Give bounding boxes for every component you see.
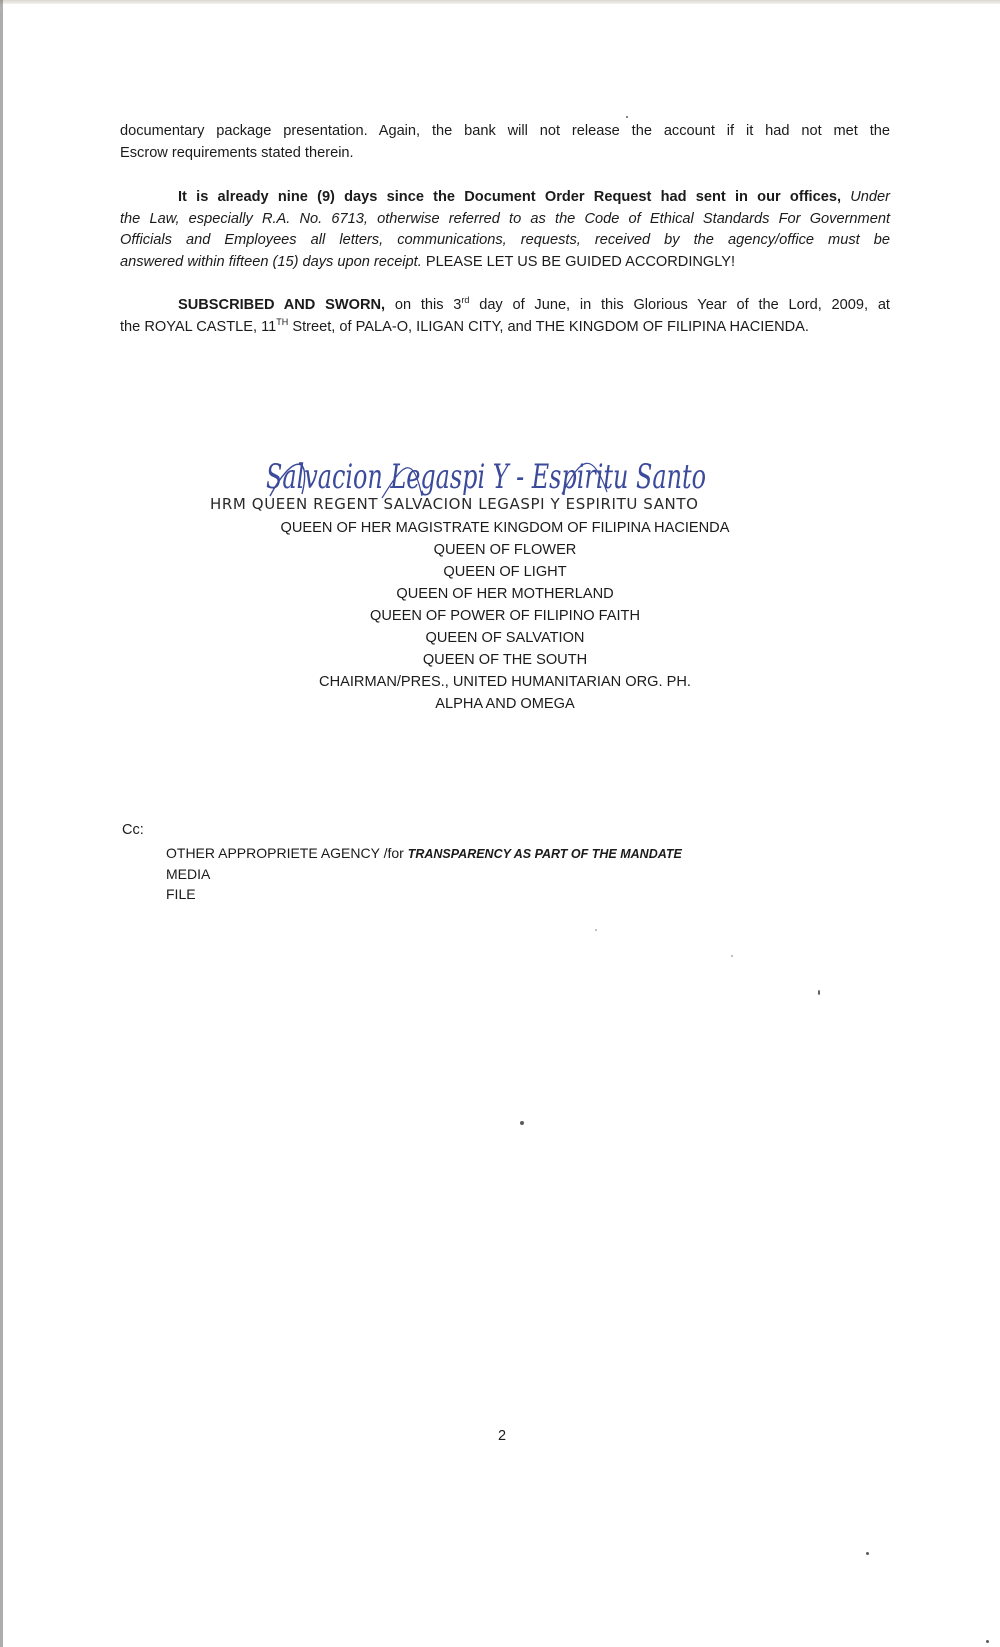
scan-speck: [520, 1121, 524, 1125]
page-number: 2: [498, 1428, 507, 1444]
paragraph-escrow: [120, 121, 890, 164]
scan-speck: [818, 990, 820, 995]
paragraph-line: [120, 317, 890, 339]
paragraph-line: [120, 187, 890, 209]
plain-text: on this 3: [385, 297, 462, 313]
paragraph-line: Escrow requirements stated therein.: [120, 144, 354, 161]
paragraph-document-order: [120, 187, 890, 273]
title-line: QUEEN OF THE SOUTH: [422, 652, 588, 668]
paragraph-line: [120, 295, 890, 317]
cc-item-text: OTHER APPROPRIETE AGENCY /for: [166, 845, 408, 861]
title-line: QUEEN OF FLOWER: [433, 542, 577, 558]
cc-list: [166, 843, 682, 904]
cc-item: [166, 843, 682, 864]
scan-speck: [626, 116, 628, 118]
cc-label: Cc:: [122, 822, 144, 838]
plain-text: day of June, in this Glorious Year of the Lord, 2009, at: [469, 297, 890, 313]
svg-text:Salvacion Legaspi Y - Espiritu: Salvacion Legaspi Y - Espiritu Santo: [266, 457, 706, 497]
scan-top-edge: [0, 0, 1000, 4]
superscript: TH: [276, 316, 289, 327]
scan-speck: [731, 955, 733, 957]
cc-item-emphasis: TRANSPARENCY AS PART OF THE MANDATE: [407, 847, 682, 861]
bold-text: It is already nine (9) days since the Document Order Request had sent in our offices,: [178, 189, 842, 205]
cc-item: MEDIA: [166, 866, 211, 882]
plain-text: Street, of PALA-O, ILIGAN CITY, and THE KINGDOM OF FILIPINA HACIENDA.: [288, 318, 809, 335]
plain-text: PLEASE LET US BE GUIDED ACCORDINGLY!: [421, 253, 736, 270]
paragraph-line: the Law, especially R.A. No. 6713, otherwise referred to as the Code of Ethical Standards For Government: [120, 210, 890, 227]
title-line: QUEEN OF HER MAGISTRATE KINGDOM OF FILIPINA HACIENDA: [280, 520, 730, 536]
paragraph-subscribed-sworn: [120, 295, 890, 338]
paragraph-line: documentary package presentation. Again, the bank will not release the account if it had not met the: [120, 123, 890, 139]
bold-text: SUBSCRIBED AND SWORN,: [178, 297, 386, 313]
superscript: rd: [461, 295, 470, 306]
scan-speck: [595, 929, 597, 931]
signatory-titles: [260, 517, 750, 715]
title-line: QUEEN OF HER MOTHERLAND: [396, 586, 614, 602]
plain-text: the ROYAL CASTLE, 11: [120, 318, 277, 335]
title-line: CHAIRMAN/PRES., UNITED HUMANITARIAN ORG. PH.: [319, 674, 691, 690]
paragraph-line: [120, 252, 890, 274]
scan-speck: [866, 1552, 869, 1555]
scan-left-edge: [0, 0, 3, 1647]
paragraph-line: Officials and Employees all letters, communications, requests, received by the agency/office must be: [120, 232, 890, 248]
title-line: ALPHA AND OMEGA: [435, 696, 575, 712]
title-line: QUEEN OF SALVATION: [425, 630, 585, 646]
title-line: QUEEN OF POWER OF FILIPINO FAITH: [369, 608, 640, 624]
title-line: QUEEN OF LIGHT: [443, 564, 567, 580]
scan-speck: [986, 1640, 989, 1643]
signatory-name: HRM QUEEN REGENT SALVACION LEGASPI Y ESPIRITU SANTO: [210, 495, 699, 513]
cc-item: FILE: [166, 886, 196, 902]
italic-text: answered within fifteen (15) days upon receipt.: [120, 253, 422, 270]
italic-text: Under: [841, 189, 890, 205]
